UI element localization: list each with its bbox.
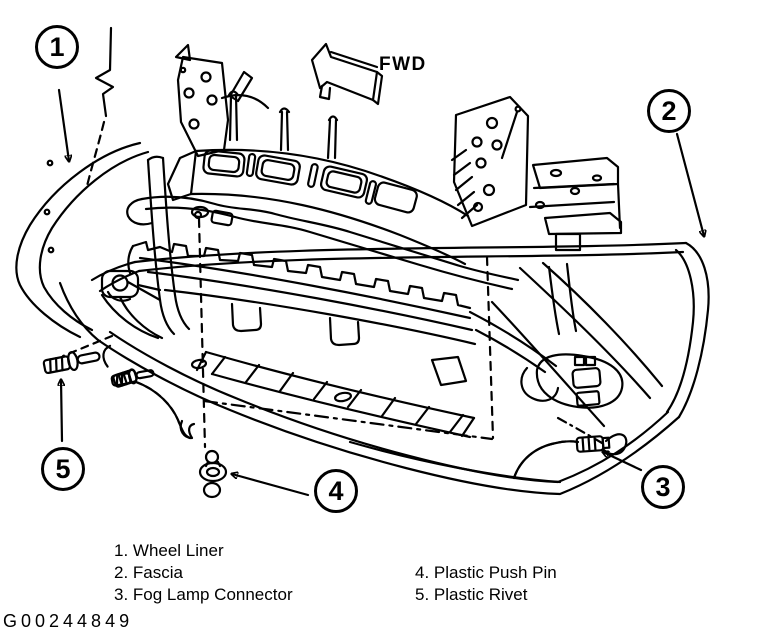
leader-arrow-3 bbox=[603, 452, 641, 470]
fog-lamp-connector-left-drawing bbox=[113, 369, 190, 438]
callout-5 bbox=[41, 447, 85, 491]
legend-column-1 bbox=[114, 540, 293, 606]
callout-2 bbox=[647, 89, 691, 133]
fog-lamp-pocket-left-drawing bbox=[102, 271, 162, 338]
figure-code: G00244849 bbox=[3, 611, 134, 631]
fog-lamp-pocket-right-drawing bbox=[521, 354, 622, 407]
callout-3 bbox=[641, 465, 685, 509]
callout-1 bbox=[35, 25, 79, 69]
plastic-rivet-small-drawing bbox=[102, 339, 155, 387]
fascia-left-end-drawing bbox=[102, 157, 189, 338]
leader-arrow-4 bbox=[232, 474, 308, 495]
legend-item: 4. Plastic Push Pin bbox=[415, 563, 557, 582]
leader-arrow-5 bbox=[61, 380, 62, 441]
fwd-label: FWD bbox=[379, 54, 427, 75]
legend-column-2 bbox=[415, 562, 557, 606]
callout-5-number: 5 bbox=[55, 453, 71, 484]
legend-item: 5. Plastic Rivet bbox=[415, 585, 528, 604]
callout-4 bbox=[314, 469, 358, 513]
break-line bbox=[87, 28, 113, 186]
legend-item: 1. Wheel Liner bbox=[114, 541, 224, 560]
fwd-arrow-icon bbox=[312, 44, 382, 104]
leader-arrow-2 bbox=[677, 134, 704, 236]
callout-4-number: 4 bbox=[328, 475, 344, 506]
callout-2-number: 2 bbox=[661, 95, 677, 126]
plastic-rivet-drawing bbox=[43, 347, 101, 375]
callout-arrows bbox=[59, 90, 704, 495]
legend-item: 2. Fascia bbox=[114, 563, 183, 582]
valance-vents-drawing bbox=[192, 352, 474, 437]
legend-item: 3. Fog Lamp Connector bbox=[114, 585, 293, 604]
frame-rail-drawing bbox=[530, 158, 621, 250]
leader-arrow-1 bbox=[59, 90, 69, 161]
wheel-liner-drawing bbox=[16, 143, 148, 337]
push-pin-drawing bbox=[200, 451, 226, 497]
callout-3-number: 3 bbox=[655, 471, 671, 502]
left-bracket-drawing bbox=[176, 45, 252, 156]
callout-1-number: 1 bbox=[49, 31, 65, 62]
